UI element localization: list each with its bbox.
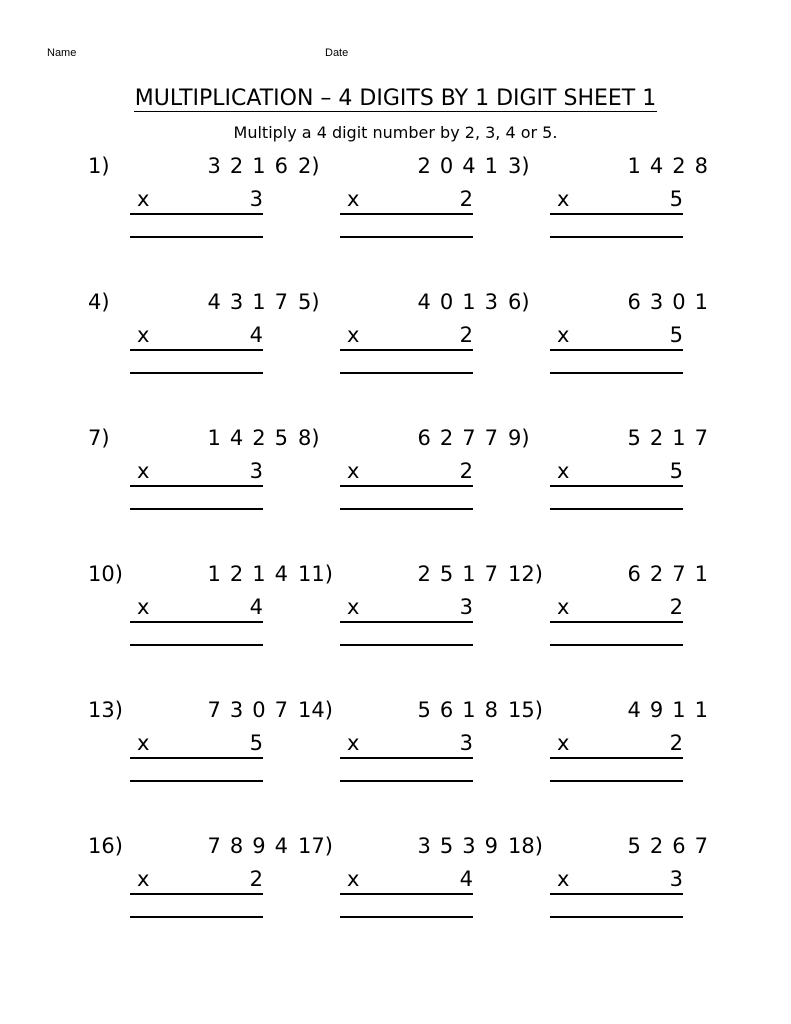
multiplicand: 1214: [207, 562, 297, 586]
multiplier: 2: [459, 459, 473, 483]
times-sign: x: [347, 323, 360, 347]
answer-line[interactable]: [340, 236, 473, 238]
problem-17: [298, 832, 507, 942]
times-sign: x: [347, 867, 360, 891]
multiplier: 3: [669, 867, 683, 891]
multiplier-row: [340, 321, 473, 351]
multiplier: 2: [459, 323, 473, 347]
times-sign: x: [137, 459, 150, 483]
times-sign: x: [557, 459, 570, 483]
multiplier-row: [130, 865, 263, 895]
problem-2: [298, 152, 507, 262]
problem-3: [508, 152, 717, 262]
problem-12: [508, 560, 717, 670]
times-sign: x: [557, 595, 570, 619]
multiplier-row: [130, 457, 263, 487]
problem-7: [88, 424, 297, 534]
problem-number: 2): [298, 154, 320, 178]
problem-number: 6): [508, 290, 530, 314]
worksheet-title-text: MULTIPLICATION – 4 DIGITS BY 1 DIGIT SHEET 1: [134, 86, 657, 111]
multiplier: 3: [249, 459, 263, 483]
problem-11: [298, 560, 507, 670]
answer-line[interactable]: [340, 372, 473, 374]
multiplicand: 3539: [417, 834, 507, 858]
multiplier: 4: [249, 595, 263, 619]
times-sign: x: [347, 459, 360, 483]
answer-line[interactable]: [550, 780, 683, 782]
multiplier-row: [550, 185, 683, 215]
problem-number: 16): [88, 834, 123, 858]
problem-9: [508, 424, 717, 534]
problem-number: 7): [88, 426, 110, 450]
times-sign: x: [137, 323, 150, 347]
multiplicand: 5267: [627, 834, 717, 858]
answer-line[interactable]: [550, 916, 683, 918]
problem-number: 4): [88, 290, 110, 314]
name-label: Name: [47, 47, 77, 59]
answer-line[interactable]: [130, 508, 263, 510]
multiplier: 5: [249, 731, 263, 755]
problem-number: 8): [298, 426, 320, 450]
answer-line[interactable]: [130, 780, 263, 782]
multiplier-row: [340, 457, 473, 487]
problem-number: 3): [508, 154, 530, 178]
multiplicand: 7894: [207, 834, 297, 858]
answer-line[interactable]: [550, 644, 683, 646]
problem-number: 15): [508, 698, 543, 722]
problem-number: 10): [88, 562, 123, 586]
problem-1: [88, 152, 297, 262]
multiplier: 3: [459, 731, 473, 755]
problem-14: [298, 696, 507, 806]
multiplier-row: [130, 729, 263, 759]
multiplicand: 4013: [417, 290, 507, 314]
problem-5: [298, 288, 507, 398]
multiplier: 2: [459, 187, 473, 211]
times-sign: x: [557, 867, 570, 891]
multiplier: 5: [669, 187, 683, 211]
multiplier: 4: [459, 867, 473, 891]
times-sign: x: [557, 323, 570, 347]
times-sign: x: [347, 595, 360, 619]
answer-line[interactable]: [130, 644, 263, 646]
answer-line[interactable]: [550, 372, 683, 374]
multiplier: 3: [459, 595, 473, 619]
multiplier-row: [550, 593, 683, 623]
problem-number: 17): [298, 834, 333, 858]
times-sign: x: [137, 867, 150, 891]
answer-line[interactable]: [130, 236, 263, 238]
problem-6: [508, 288, 717, 398]
multiplier-row: [130, 321, 263, 351]
times-sign: x: [347, 187, 360, 211]
multiplier-row: [340, 593, 473, 623]
multiplier-row: [550, 457, 683, 487]
multiplicand: 3216: [207, 154, 297, 178]
times-sign: x: [137, 187, 150, 211]
problem-8: [298, 424, 507, 534]
problem-number: 9): [508, 426, 530, 450]
multiplier-row: [130, 185, 263, 215]
times-sign: x: [347, 731, 360, 755]
times-sign: x: [557, 187, 570, 211]
problem-number: 12): [508, 562, 543, 586]
multiplicand: 2517: [417, 562, 507, 586]
multiplier-row: [130, 593, 263, 623]
multiplier: 4: [249, 323, 263, 347]
problem-number: 14): [298, 698, 333, 722]
multiplicand: 7307: [207, 698, 297, 722]
problem-18: [508, 832, 717, 942]
times-sign: x: [137, 731, 150, 755]
problem-10: [88, 560, 297, 670]
answer-line[interactable]: [340, 916, 473, 918]
worksheet-title: [0, 85, 791, 113]
multiplicand: 1425: [207, 426, 297, 450]
answer-line[interactable]: [340, 508, 473, 510]
multiplier: 5: [669, 459, 683, 483]
multiplicand: 5618: [417, 698, 507, 722]
multiplicand: 6271: [627, 562, 717, 586]
answer-line[interactable]: [340, 780, 473, 782]
problem-4: [88, 288, 297, 398]
multiplicand: 2041: [417, 154, 507, 178]
date-label: Date: [325, 47, 349, 59]
problem-number: 18): [508, 834, 543, 858]
answer-line[interactable]: [550, 508, 683, 510]
multiplicand: 4317: [207, 290, 297, 314]
problem-15: [508, 696, 717, 806]
multiplier: 2: [669, 595, 683, 619]
answer-line[interactable]: [550, 236, 683, 238]
multiplicand: 6277: [417, 426, 507, 450]
multiplicand: 5217: [627, 426, 717, 450]
multiplier-row: [340, 185, 473, 215]
multiplier: 2: [669, 731, 683, 755]
worksheet-instructions: Multiply a 4 digit number by 2, 3, 4 or 5.: [233, 123, 558, 142]
problem-number: 1): [88, 154, 110, 178]
problem-13: [88, 696, 297, 806]
problem-number: 13): [88, 698, 123, 722]
answer-line[interactable]: [130, 372, 263, 374]
multiplier: 2: [249, 867, 263, 891]
multiplicand: 1428: [627, 154, 717, 178]
problem-number: 11): [298, 562, 333, 586]
multiplier: 5: [669, 323, 683, 347]
multiplier-row: [550, 865, 683, 895]
multiplier-row: [340, 729, 473, 759]
times-sign: x: [557, 731, 570, 755]
multiplier-row: [550, 729, 683, 759]
multiplier: 3: [249, 187, 263, 211]
problem-number: 5): [298, 290, 320, 314]
multiplier-row: [550, 321, 683, 351]
multiplicand: 6301: [627, 290, 717, 314]
multiplier-row: [340, 865, 473, 895]
answer-line[interactable]: [130, 916, 263, 918]
multiplicand: 4911: [627, 698, 717, 722]
times-sign: x: [137, 595, 150, 619]
problem-16: [88, 832, 297, 942]
answer-line[interactable]: [340, 644, 473, 646]
